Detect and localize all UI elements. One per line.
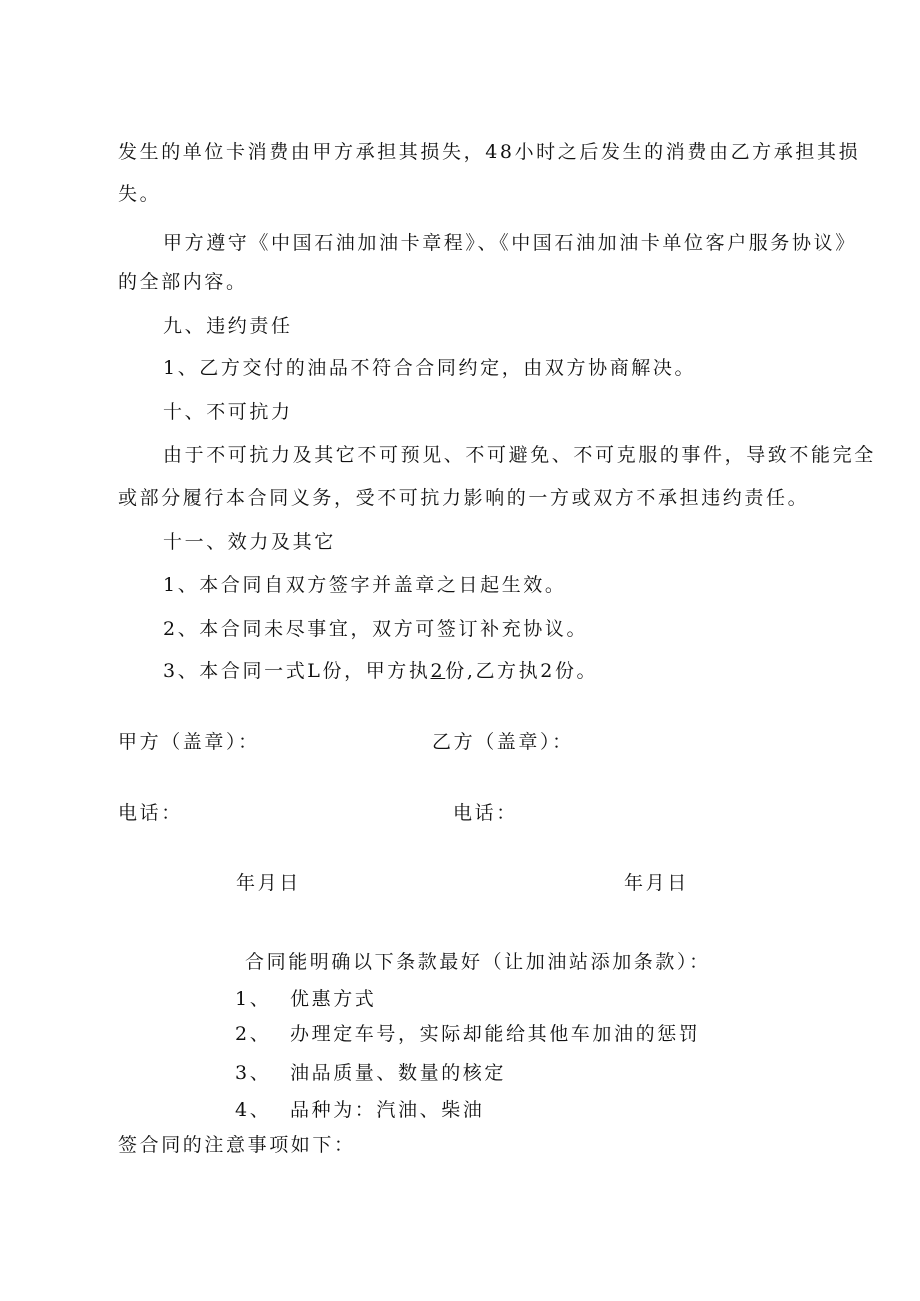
note-number: 2、	[235, 1023, 272, 1045]
note-number: 4、	[235, 1099, 272, 1121]
section-heading-breach: 九、违约责任	[163, 315, 293, 337]
note-text: 办理定车号，实际却能给其他车加油的惩罚	[290, 1023, 701, 1045]
note-number: 1、	[235, 988, 272, 1010]
note-text: 品种为：汽油、柴油	[290, 1099, 485, 1121]
clause-text: 3、本合同一式L份，甲方执	[163, 660, 431, 682]
section-heading-force-majeure: 十、不可抗力	[163, 401, 293, 423]
clause-item: 1、乙方交付的油品不符合合同约定，由双方协商解决。	[163, 357, 697, 379]
party-b-seal-label: 乙方（盖章）：	[432, 731, 574, 753]
party-a-phone-label: 电话：	[118, 802, 183, 824]
party-a-seal-label: 甲方（盖章）：	[118, 731, 260, 753]
note-number: 3、	[235, 1062, 272, 1084]
paragraph-line: 发生的单位卡消费由甲方承担其损失，48小时之后发生的消费由乙方承担其损	[118, 141, 861, 163]
paragraph-line: 或部分履行本合同义务，受不可抗力影响的一方或双方不承担违约责任。	[118, 487, 810, 509]
clause-text: 份,乙方执2份。	[445, 660, 599, 682]
clause-item: 2、本合同未尽事宜，双方可签订补充协议。	[163, 618, 589, 640]
notes-intro: 合同能明确以下条款最好（让加油站添加条款）：	[245, 951, 711, 973]
notes-footer: 签合同的注意事项如下：	[118, 1134, 356, 1156]
party-b-phone-label: 电话：	[453, 802, 518, 824]
note-text: 油品质量、数量的核定	[290, 1062, 507, 1084]
paragraph-line: 甲方遵守《中国石油加油卡章程》、《中国石油加油卡单位客户服务协议》	[163, 232, 857, 254]
section-heading-effect: 十一、效力及其它	[163, 531, 336, 553]
paragraph-line: 由于不可抗力及其它不可预见、不可避免、不可克服的事件，导致不能完全	[163, 444, 876, 466]
party-a-date: 年月日	[236, 872, 301, 894]
clause-item: 1、本合同自双方签字并盖章之日起生效。	[163, 574, 567, 596]
note-text: 优惠方式	[290, 988, 377, 1010]
paragraph-line: 的全部内容。	[118, 271, 248, 293]
underlined-count: 2	[430, 660, 446, 682]
paragraph-line: 失。	[118, 183, 162, 205]
party-b-date: 年月日	[624, 872, 689, 894]
clause-item	[163, 657, 863, 685]
